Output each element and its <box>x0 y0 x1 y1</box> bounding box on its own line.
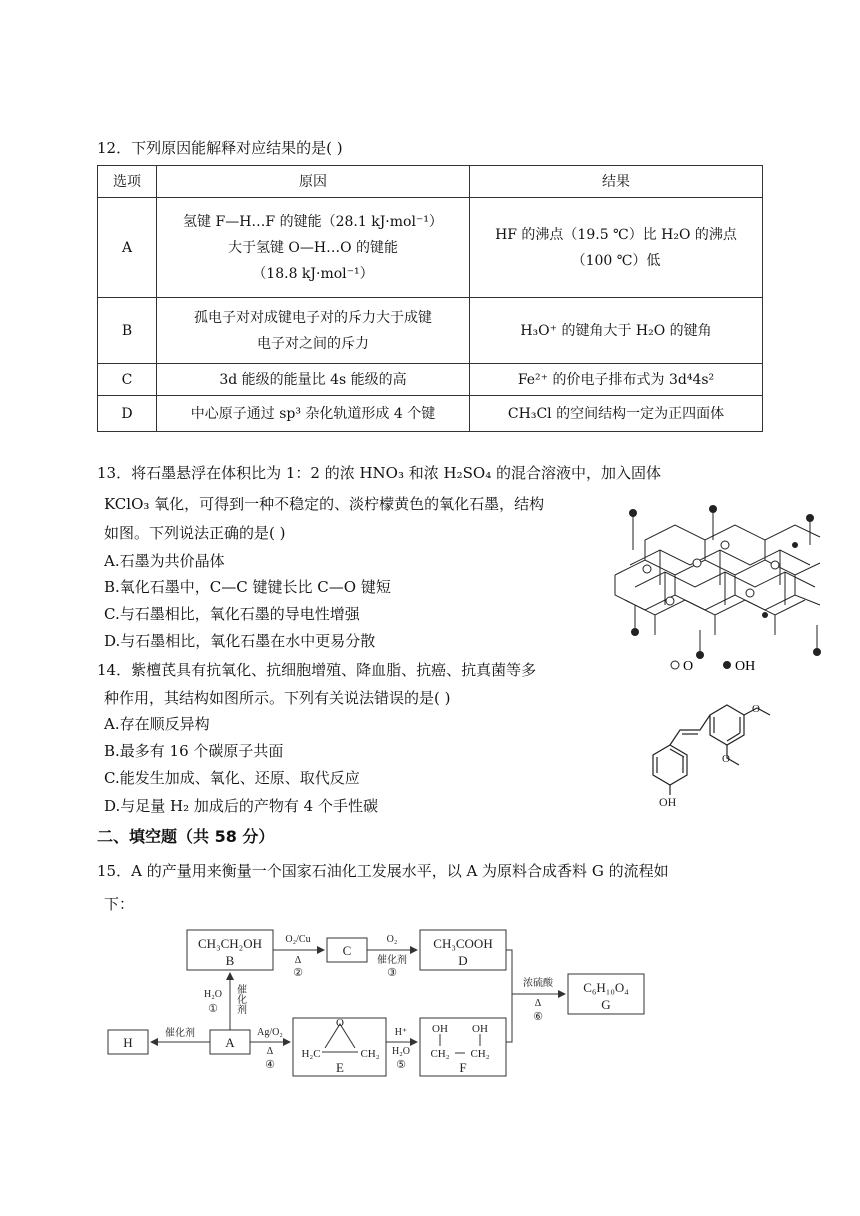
q13-option-c: C.与石墨相比，氧化石墨的导电性增强 <box>104 605 360 623</box>
f-oh2-label: OH <box>472 1023 488 1035</box>
step2-cond: Δ <box>294 955 302 966</box>
q14-stem-line-1: 14．紫檀芪具有抗氧化、抗细胞增殖、降血脂、抗癌、抗真菌等多 <box>97 661 537 679</box>
legend-o-marker <box>671 661 679 669</box>
step3-cond: 催化剂 <box>377 955 407 966</box>
q13-stem-line-1: 13．将石墨悬浮在体积比为 1：2 的浓 HNO₃ 和浓 H₂SO₄ 的混合溶液中，加入固体 <box>97 464 661 482</box>
option-cell: C <box>98 364 157 396</box>
f-oh1-label: OH <box>432 1023 448 1035</box>
step6-reagent: 浓硫酸 <box>523 978 553 989</box>
step2-num: ② <box>293 967 303 979</box>
q14-option-a: A.存在顺反异构 <box>104 715 210 733</box>
header-option: 选项 <box>98 166 157 198</box>
reason-line: 孤电子对对成键电子对的斥力大于成键 <box>194 309 432 326</box>
header-reason: 原因 <box>157 166 470 198</box>
option-cell: D <box>98 396 157 432</box>
q12-stem: 12．下列原因能解释对应结果的是( ) <box>97 139 343 157</box>
q13-option-d: D.与石墨相比，氧化石墨在水中更易分散 <box>104 632 376 650</box>
reason-line: 氢键 F—H…F 的键能（28.1 kJ·mol⁻¹） <box>183 213 443 230</box>
svg-text:O: O <box>722 753 730 765</box>
q14-option-c: C.能发生加成、氧化、还原、取代反应 <box>104 769 360 787</box>
header-result: 结果 <box>470 166 763 198</box>
result-cell: Fe²⁺ 的价电子排布式为 3d⁴4s² <box>470 364 763 396</box>
stepH-cond: 催化剂 <box>165 1028 195 1039</box>
e-o-label: O <box>336 1017 344 1029</box>
oh-label: OH <box>659 795 677 809</box>
e-label: E <box>336 1060 344 1075</box>
legend-o-label: O <box>683 659 694 674</box>
b-label: B <box>225 953 235 968</box>
result-cell: H₃O⁺ 的键角大于 H₂O 的键角 <box>470 298 763 364</box>
reason-cell <box>157 198 470 298</box>
section-title: 二、填空题（共 58 分） <box>97 827 275 846</box>
a-label: A <box>225 1035 235 1050</box>
step5-water: H₂O <box>392 1046 410 1057</box>
step4-reagent: Ag/O₂ <box>257 1027 283 1038</box>
q15-stem-line-1: 15．A 的产量用来衡量一个国家石油化工发展水平，以 A 为原料合成香料 G 的流程如 <box>97 862 669 880</box>
reason-cell: 3d 能级的能量比 4s 能级的高 <box>157 364 470 396</box>
q13-stem-line-3: 如图。下列说法正确的是( ) <box>104 524 286 542</box>
legend-oh-marker <box>723 661 731 669</box>
table-header-row <box>98 166 763 198</box>
table-row <box>98 396 763 432</box>
q14-stem-line-2: 种作用，其结构如图所示。下列有关说法错误的是( ) <box>104 689 451 707</box>
synthesis-flowchart <box>100 922 680 1082</box>
e-right-label: CH₂ <box>360 1048 380 1060</box>
f-ch2b-label: CH₂ <box>470 1048 490 1060</box>
g-formula: C₆H₁₀O₄ <box>583 980 629 995</box>
result-cell <box>470 198 763 298</box>
step1-reagent: H₂O <box>204 989 222 1000</box>
svg-text:O: O <box>752 703 760 715</box>
step3-num: ③ <box>387 967 397 979</box>
reason-line: 电子对之间的斥力 <box>257 335 369 352</box>
step4-cond: Δ <box>266 1046 274 1057</box>
q13-option-b: B.氧化石墨中，C—C 键键长比 C—O 键短 <box>104 578 391 596</box>
q15-stem-line-2: 下： <box>104 895 135 913</box>
q14-option-b: B.最多有 16 个碳原子共面 <box>104 742 284 760</box>
graphite-oxide-structure-diagram <box>605 505 830 675</box>
step1-num: ① <box>208 1003 218 1015</box>
option-cell: A <box>98 198 157 298</box>
d-label: D <box>458 953 468 968</box>
step5-reagent: H⁺ <box>394 1027 408 1038</box>
table-row <box>98 198 763 298</box>
f-label: F <box>459 1060 467 1075</box>
reason-cell: 中心原子通过 sp³ 杂化轨道形成 4 个键 <box>157 396 470 432</box>
reason-line: （18.8 kJ·mol⁻¹） <box>252 265 374 282</box>
result-line: （100 ℃）低 <box>571 252 661 269</box>
g-label: G <box>601 997 611 1012</box>
step6-cond: Δ <box>534 998 542 1009</box>
result-cell: CH₃Cl 的空间结构一定为正四面体 <box>470 396 763 432</box>
d-formula: CH₃COOH <box>433 936 493 951</box>
step1-cond: 催化剂 <box>234 984 246 1014</box>
q14-option-d: D.与足量 H₂ 加成后的产物有 4 个手性碳 <box>104 797 378 815</box>
e-left-label: H₂C <box>301 1048 321 1060</box>
option-cell: B <box>98 298 157 364</box>
step3-reagent: O₂ <box>386 934 398 945</box>
q13-stem-line-2: KClO₃ 氧化，可得到一种不稳定的、淡柠檬黄色的氧化石墨，结构 <box>104 495 545 513</box>
reason-line: 大于氢键 O—H…O 的键能 <box>227 239 399 256</box>
pterostilbene-structure-diagram <box>635 700 775 810</box>
step6-num: ⑥ <box>533 1011 543 1023</box>
step4-num: ④ <box>265 1059 275 1071</box>
reason-cell <box>157 298 470 364</box>
table-row <box>98 364 763 396</box>
q13-option-a: A.石墨为共价晶体 <box>104 552 225 570</box>
b-formula: CH₃CH₂OH <box>198 936 262 951</box>
result-line: HF 的沸点（19.5 ℃）比 H₂O 的沸点 <box>495 226 737 243</box>
f-ch2a-label: CH₂ <box>430 1048 450 1060</box>
c-label: C <box>342 943 352 958</box>
step5-num: ⑤ <box>396 1059 406 1071</box>
step2-reagent: O₂/Cu <box>285 934 311 945</box>
legend-oh-label: OH <box>735 659 756 674</box>
table-row <box>98 298 763 364</box>
q12-table <box>97 165 763 432</box>
h-label: H <box>123 1035 133 1050</box>
